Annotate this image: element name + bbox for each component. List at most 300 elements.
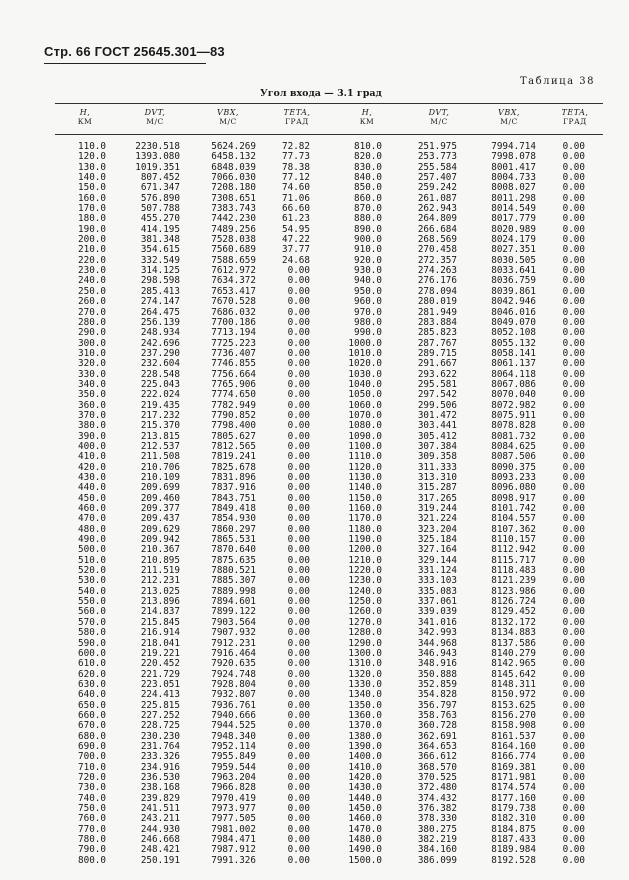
table-cell: 0.00 — [562, 420, 585, 432]
table-cell: 0.00 — [287, 409, 310, 421]
table-cell: 1470.0 — [348, 823, 382, 835]
table-cell: 380.0 — [78, 420, 106, 432]
table-cell: 590.0 — [78, 637, 106, 649]
table-cell: 8171.981 — [491, 771, 536, 783]
table-cell: 7903.564 — [211, 616, 256, 628]
table-cell: 8182.310 — [491, 813, 536, 825]
table-cell: 0.00 — [562, 275, 585, 287]
table-cell: 0.00 — [562, 306, 585, 318]
table-cell: 0.00 — [562, 513, 585, 525]
table-cell: 7725.223 — [211, 337, 256, 349]
page-header: Стр. 66 ГОСТ 25645.301—83 — [44, 44, 225, 59]
table-cell: 0.00 — [287, 296, 310, 308]
table-cell: 0.00 — [287, 782, 310, 794]
table-cell: 251.975 — [417, 141, 457, 152]
table-cell: 8142.965 — [491, 658, 536, 670]
table-cell: 0.00 — [287, 420, 310, 432]
table-cell: 8004.733 — [491, 172, 536, 184]
table-cell: 237.290 — [140, 347, 180, 359]
col-head-name: TETA, — [561, 108, 589, 117]
table-cell: 1393.080 — [135, 151, 180, 163]
table-cell: 1500.0 — [348, 854, 382, 866]
table-cell: 289.715 — [417, 347, 457, 359]
table-cell: 8161.537 — [491, 730, 536, 742]
table-cell: 276.176 — [417, 275, 457, 287]
table-cell: 280.019 — [417, 296, 457, 308]
table-cell: 298.598 — [140, 275, 180, 287]
table-cell: 215.370 — [140, 420, 180, 432]
table-cell: 0.00 — [287, 503, 310, 515]
table-cell: 120.0 — [78, 151, 106, 163]
table-cell: 7865.531 — [211, 534, 256, 546]
table-cell: 360.728 — [417, 720, 457, 732]
col-head-name: VBX, — [217, 108, 239, 117]
table-cell: 470.0 — [78, 513, 106, 525]
table-cell: 0.00 — [287, 792, 310, 804]
table-cell: 0.00 — [287, 720, 310, 732]
table-cell: 1270.0 — [348, 616, 382, 628]
table-cell: 1290.0 — [348, 637, 382, 649]
table-cell: 760.0 — [78, 813, 106, 825]
table-cell: 570.0 — [78, 616, 106, 628]
table-cell: 7736.407 — [211, 347, 256, 359]
table-cell: 238.168 — [140, 782, 180, 794]
table-cell: 1180.0 — [348, 523, 382, 535]
col-dvt-right — [405, 142, 457, 866]
table-cell: 7713.194 — [211, 327, 256, 339]
table-cell: 0.00 — [562, 585, 585, 597]
table-cell: 7889.998 — [211, 585, 256, 597]
table-cell: 8052.108 — [491, 327, 536, 339]
col-head-name: H, — [79, 108, 91, 117]
table-cell: 507.788 — [140, 203, 180, 215]
table-cell: 830.0 — [354, 161, 382, 173]
table-cell: 410.0 — [78, 451, 106, 463]
table-cell: 520.0 — [78, 565, 106, 577]
table-cell: 0.00 — [287, 399, 310, 411]
table-cell: 170.0 — [78, 203, 106, 215]
table-cell: 1240.0 — [348, 585, 382, 597]
table-cell: 8115.717 — [491, 554, 536, 566]
table-cell: 7963.204 — [211, 771, 256, 783]
table-cell: 8134.883 — [491, 627, 536, 639]
table-cell: 246.668 — [140, 834, 180, 846]
table-cell: 510.0 — [78, 554, 106, 566]
table-cell: 248.421 — [140, 844, 180, 856]
col-head-name: DVT, — [428, 108, 450, 117]
table-cell: 341.016 — [417, 616, 457, 628]
table-cell: 232.604 — [140, 358, 180, 370]
table-cell: 358.763 — [417, 709, 457, 721]
table-cell: 0.00 — [562, 720, 585, 732]
table-cell: 374.432 — [417, 792, 457, 804]
table-cell: 8058.141 — [491, 347, 536, 359]
table-cell: 1080.0 — [348, 420, 382, 432]
table-cell: 8192.528 — [491, 854, 536, 866]
table-cell: 77.12 — [282, 172, 310, 184]
table-cell: 1280.0 — [348, 627, 382, 639]
table-cell: 900.0 — [354, 234, 382, 246]
table-cell: 1410.0 — [348, 761, 382, 773]
table-cell: 223.051 — [140, 678, 180, 690]
table-cell: 1170.0 — [348, 513, 382, 525]
table-cell: 0.00 — [287, 844, 310, 856]
table-cell: 8158.908 — [491, 720, 536, 732]
table-cell: 8011.298 — [491, 192, 536, 204]
table-cell: 297.542 — [417, 389, 457, 401]
col-head-teta-left — [262, 108, 332, 126]
table-cell: 807.452 — [140, 172, 180, 184]
table-cell: 7966.828 — [211, 782, 256, 794]
table-cell: 290.0 — [78, 327, 106, 339]
table-cell: 1220.0 — [348, 565, 382, 577]
col-head-name: H, — [361, 108, 373, 117]
table-cell: 8072.982 — [491, 399, 536, 411]
table-cell: 285.823 — [417, 327, 457, 339]
table-cell: 8090.375 — [491, 461, 536, 473]
table-cell: 8049.070 — [491, 316, 536, 328]
table-cell: 560.0 — [78, 606, 106, 618]
table-cell: 0.00 — [562, 523, 585, 535]
table-cell: 7885.307 — [211, 575, 256, 587]
table-cell: 0.00 — [287, 316, 310, 328]
table-cell: 8017.779 — [491, 213, 536, 225]
table-cell: 7588.659 — [211, 254, 256, 266]
table-cell: 7981.002 — [211, 823, 256, 835]
table-cell: 0.00 — [562, 244, 585, 256]
table-cell: 0.00 — [562, 616, 585, 628]
table-cell: 1460.0 — [348, 813, 382, 825]
table-cell: 7936.761 — [211, 699, 256, 711]
table-cell: 490.0 — [78, 534, 106, 546]
table-cell: 0.00 — [562, 141, 585, 152]
table-cell: 270.458 — [417, 244, 457, 256]
table-cell: 8014.549 — [491, 203, 536, 215]
table-cell: 7670.528 — [211, 296, 256, 308]
table-cell: 7208.180 — [211, 182, 256, 194]
table-cell: 214.837 — [140, 606, 180, 618]
table-cell: 0.00 — [562, 440, 585, 452]
table-cell: 209.460 — [140, 492, 180, 504]
table-cell: 6848.039 — [211, 161, 256, 173]
table-cell: 7955.849 — [211, 751, 256, 763]
table-cell: 820.0 — [354, 151, 382, 163]
table-cell: 7746.855 — [211, 358, 256, 370]
table-cell: 530.0 — [78, 575, 106, 587]
table-cell: 7837.916 — [211, 482, 256, 494]
table-cell: 7612.972 — [211, 265, 256, 277]
table-cell: 301.472 — [417, 409, 457, 421]
col-head-unit: М/С — [146, 117, 164, 126]
table-cell: 1020.0 — [348, 358, 382, 370]
table-cell: 8121.239 — [491, 575, 536, 587]
table-cell: 700.0 — [78, 751, 106, 763]
table-cell: 368.570 — [417, 761, 457, 773]
table-cell: 7790.852 — [211, 409, 256, 421]
table-cell: 215.845 — [140, 616, 180, 628]
col-head-unit: М/С — [500, 117, 518, 126]
table-cell: 1019.351 — [135, 161, 180, 173]
table-cell: 213.896 — [140, 596, 180, 608]
table-cell: 268.569 — [417, 234, 457, 246]
table-cell: 950.0 — [354, 285, 382, 297]
table-cell: 7560.689 — [211, 244, 256, 256]
table-cell: 8101.742 — [491, 503, 536, 515]
table-cell: 354.615 — [140, 244, 180, 256]
table-cell: 0.00 — [287, 637, 310, 649]
table-cell: 210.0 — [78, 244, 106, 256]
table-cell: 7973.977 — [211, 803, 256, 814]
table-cell: 386.099 — [417, 854, 457, 866]
table-cell: 0.00 — [287, 678, 310, 690]
table-cell: 8039.861 — [491, 285, 536, 297]
table-cell: 71.06 — [282, 192, 310, 204]
table-cell: 160.0 — [78, 192, 106, 204]
table-cell: 0.00 — [562, 327, 585, 339]
table-cell: 0.00 — [562, 844, 585, 856]
table-cell: 331.124 — [417, 565, 457, 577]
table-cell: 259.242 — [417, 182, 457, 194]
table-cell: 253.773 — [417, 151, 457, 163]
table-cell: 150.0 — [78, 182, 106, 194]
table-cell: 300.0 — [78, 337, 106, 349]
table-cell: 227.252 — [140, 709, 180, 721]
table-cell: 222.024 — [140, 389, 180, 401]
table-cell: 210.706 — [140, 461, 180, 473]
table-cell: 8061.137 — [491, 358, 536, 370]
table-cell: 250.0 — [78, 285, 106, 297]
table-cell: 209.437 — [140, 513, 180, 525]
table-cell: 8177.160 — [491, 792, 536, 804]
table-cell: 0.00 — [562, 647, 585, 659]
table-cell: 8110.157 — [491, 534, 536, 546]
table-cell: 320.0 — [78, 358, 106, 370]
table-cell: 37.77 — [282, 244, 310, 256]
table-cell: 7860.297 — [211, 523, 256, 535]
table-cell: 8118.483 — [491, 565, 536, 577]
table-cell: 7066.030 — [211, 172, 256, 184]
table-cell: 380.275 — [417, 823, 457, 835]
table-cell: 210.367 — [140, 544, 180, 556]
table-cell: 220.452 — [140, 658, 180, 670]
table-cell: 0.00 — [562, 161, 585, 173]
table-cell: 0.00 — [287, 451, 310, 463]
table-cell: 7849.418 — [211, 503, 256, 515]
table-cell: 285.413 — [140, 285, 180, 297]
table-cell: 0.00 — [562, 358, 585, 370]
table-cell: 274.147 — [140, 296, 180, 308]
table-cell: 264.809 — [417, 213, 457, 225]
table-cell: 1440.0 — [348, 792, 382, 804]
table-cell: 0.00 — [562, 337, 585, 349]
table-cell: 7831.896 — [211, 472, 256, 483]
table-cell: 78.38 — [282, 161, 310, 173]
table-cell: 8067.086 — [491, 378, 536, 390]
table-cell: 211.519 — [140, 565, 180, 577]
table-cell: 7653.417 — [211, 285, 256, 297]
angle-title: Угол входа — 3.1 град — [260, 88, 382, 99]
table-cell: 390.0 — [78, 430, 106, 442]
table-cell: 220.0 — [78, 254, 106, 266]
table-cell: 7875.635 — [211, 554, 256, 566]
table-cell: 299.506 — [417, 399, 457, 411]
table-cell: 323.204 — [417, 523, 457, 535]
table-cell: 47.22 — [282, 234, 310, 246]
table-cell: 0.00 — [562, 203, 585, 215]
table-cell: 920.0 — [354, 254, 382, 266]
table-cell: 0.00 — [562, 461, 585, 473]
table-cell: 0.00 — [562, 678, 585, 690]
table-cell: 1350.0 — [348, 699, 382, 711]
table-cell: 8187.433 — [491, 834, 536, 846]
table-cell: 7528.038 — [211, 234, 256, 246]
table-cell: 990.0 — [354, 327, 382, 339]
table-cell: 7994.714 — [491, 141, 536, 152]
table-cell: 213.025 — [140, 585, 180, 597]
table-cell: 7894.601 — [211, 596, 256, 608]
table-cell: 261.087 — [417, 192, 457, 204]
table-cell: 321.224 — [417, 513, 457, 525]
table-cell: 356.797 — [417, 699, 457, 711]
table-cell: 293.622 — [417, 368, 457, 380]
table-cell: 200.0 — [78, 234, 106, 246]
table-cell: 317.265 — [417, 492, 457, 504]
table-cell: 980.0 — [354, 316, 382, 328]
table-cell: 7383.743 — [211, 203, 256, 215]
table-cell: 8156.270 — [491, 709, 536, 721]
table-cell: 339.039 — [417, 606, 457, 618]
table-cell: 0.00 — [287, 440, 310, 452]
table-cell: 1420.0 — [348, 771, 382, 783]
table-cell: 61.23 — [282, 213, 310, 225]
table-cell: 7924.748 — [211, 668, 256, 680]
table-cell: 309.358 — [417, 451, 457, 463]
table-cell: 230.0 — [78, 265, 106, 277]
table-cell: 0.00 — [562, 223, 585, 235]
table-cell: 580.0 — [78, 627, 106, 639]
table-cell: 6458.132 — [211, 151, 256, 163]
table-cell: 740.0 — [78, 792, 106, 804]
table-cell: 340.0 — [78, 378, 106, 390]
table-cell: 640.0 — [78, 689, 106, 701]
table-cell: 210.895 — [140, 554, 180, 566]
table-cell: 228.548 — [140, 368, 180, 380]
table-cell: 219.435 — [140, 399, 180, 411]
table-cell: 930.0 — [354, 265, 382, 277]
table-cell: 8070.040 — [491, 389, 536, 401]
table-cell: 332.549 — [140, 254, 180, 266]
table-cell: 1260.0 — [348, 606, 382, 618]
table-cell: 7948.340 — [211, 730, 256, 742]
table-cell: 1430.0 — [348, 782, 382, 794]
table-cell: 860.0 — [354, 192, 382, 204]
table-cell: 381.348 — [140, 234, 180, 246]
table-cell: 314.125 — [140, 265, 180, 277]
table-cell: 8055.132 — [491, 337, 536, 349]
table-cell: 0.00 — [562, 668, 585, 680]
table-cell: 1200.0 — [348, 544, 382, 556]
table-cell: 7308.651 — [211, 192, 256, 204]
table-cell: 540.0 — [78, 585, 106, 597]
table-cell: 209.377 — [140, 503, 180, 515]
table-cell: 1380.0 — [348, 730, 382, 742]
table-cell: 0.00 — [287, 575, 310, 587]
table-cell: 0.00 — [287, 823, 310, 835]
table-cell: 335.083 — [417, 585, 457, 597]
table-cell: 7932.807 — [211, 689, 256, 701]
table-cell: 0.00 — [562, 451, 585, 463]
table-cell: 8129.452 — [491, 606, 536, 618]
table-cell: 0.00 — [562, 565, 585, 577]
table-cell: 0.00 — [287, 482, 310, 494]
table-cell: 239.829 — [140, 792, 180, 804]
table-cell: 730.0 — [78, 782, 106, 794]
col-head-unit: КМ — [359, 117, 375, 126]
table-cell: 8150.972 — [491, 689, 536, 701]
table-cell: 0.00 — [562, 658, 585, 670]
col-h-left — [60, 142, 106, 866]
table-cell: 5624.269 — [211, 141, 256, 152]
table-cell: 0.00 — [287, 265, 310, 277]
table-cell: 376.382 — [417, 803, 457, 814]
table-cell: 0.00 — [562, 316, 585, 328]
table-cell: 370.0 — [78, 409, 106, 421]
table-cell: 7756.664 — [211, 368, 256, 380]
table-cell: 303.441 — [417, 420, 457, 432]
table-cell: 211.508 — [140, 451, 180, 463]
table-cell: 0.00 — [287, 616, 310, 628]
table-cell: 77.73 — [282, 151, 310, 163]
table-cell: 0.00 — [562, 534, 585, 546]
table-cell: 274.263 — [417, 265, 457, 277]
table-cell: 0.00 — [562, 151, 585, 163]
table-cell: 0.00 — [562, 627, 585, 639]
col-teta-left — [272, 142, 310, 866]
table-cell: 0.00 — [562, 792, 585, 804]
table-cell: 880.0 — [354, 213, 382, 225]
col-head-unit: М/С — [430, 117, 448, 126]
table-cell: 0.00 — [562, 192, 585, 204]
table-cell: 0.00 — [287, 358, 310, 370]
table-cell: 7944.525 — [211, 720, 256, 732]
table-cell: 7765.906 — [211, 378, 256, 390]
col-head-unit: М/С — [219, 117, 237, 126]
table-cell: 0.00 — [562, 813, 585, 825]
table-cell: 1230.0 — [348, 575, 382, 587]
table-cell: 414.195 — [140, 223, 180, 235]
table-cell: 810.0 — [354, 141, 382, 152]
table-cell: 440.0 — [78, 482, 106, 494]
table-cell: 620.0 — [78, 668, 106, 680]
table-cell: 7912.231 — [211, 637, 256, 649]
table-cell: 305.412 — [417, 430, 457, 442]
table-cell: 8104.557 — [491, 513, 536, 525]
table-cell: 0.00 — [562, 503, 585, 515]
table-cell: 7686.032 — [211, 306, 256, 318]
table-cell: 1130.0 — [348, 472, 382, 483]
table-cell: 0.00 — [287, 327, 310, 339]
col-head-h-right — [332, 108, 402, 126]
col-vbx-right — [476, 142, 536, 866]
table-cell: 0.00 — [562, 472, 585, 483]
table-cell: 8084.625 — [491, 440, 536, 452]
table-cell: 890.0 — [354, 223, 382, 235]
table-cell: 8140.279 — [491, 647, 536, 659]
table-cell: 8145.642 — [491, 668, 536, 680]
table-cell: 7489.256 — [211, 223, 256, 235]
table-cell: 0.00 — [562, 430, 585, 442]
table-cell: 262.943 — [417, 203, 457, 215]
